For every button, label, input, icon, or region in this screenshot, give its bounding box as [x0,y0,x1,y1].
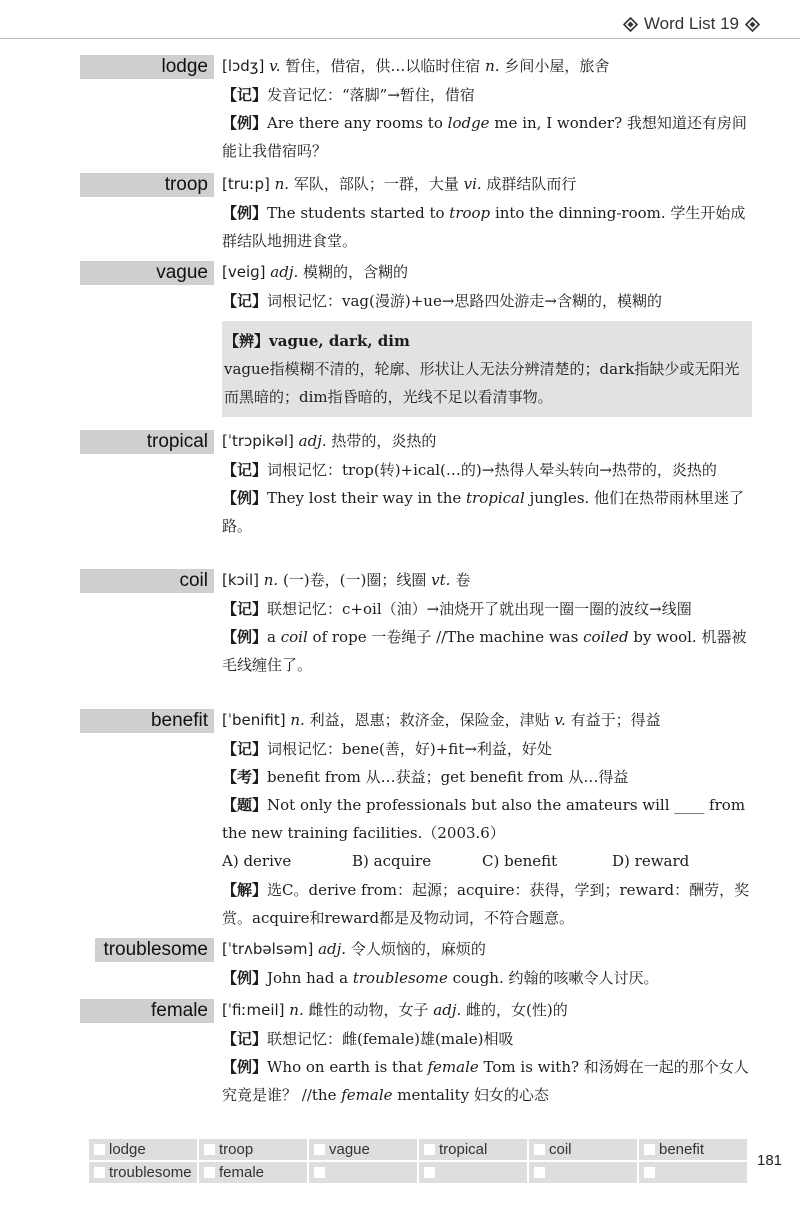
note-text: by wool. 机器被毛线缠住了。 [222,628,747,674]
checkbox[interactable] [534,1144,545,1155]
note-tag: 【例】 [222,204,268,222]
italic-word: coiled [583,628,629,646]
note-text: 词根记忆：vag(漫游)+ue→思路四处游走→含糊的，模糊的 [267,292,662,310]
note-line [222,964,752,992]
italic-word: female [341,1086,393,1104]
note-tag: 【例】 [222,969,268,987]
note-text: benefit from 从…获益；get benefit from 从…得益 [267,768,629,786]
checklist-word: benefit [659,1141,705,1158]
checklist-word: troop [219,1141,254,1158]
italic-word: troop [449,204,491,222]
note-text: a [267,628,281,646]
note-text: Are there any rooms to [267,114,448,132]
definition-line [222,427,752,456]
checklist-cell[interactable] [528,1138,638,1161]
entry-benefit [0,706,800,932]
entry-body [222,170,752,255]
checklist-word: troublesome [109,1164,192,1181]
part-of-speech: v. [554,711,566,729]
headword: benefit [80,709,214,733]
checklist-cell[interactable] [528,1161,638,1184]
note-text: me in, I wonder? 我想知道还有房间能让我借宿吗？ [222,114,747,160]
note-text: The students started to [267,204,450,222]
note-line [222,81,752,109]
distinction-text: vague指模糊不清的，轮廓、形状让人无法分辨清楚的；dark指缺少或无阳光而黑暗的；dim指昏暗的，光线不足以看清事物。 [224,360,740,406]
note-line [222,763,752,791]
checklist-cell[interactable] [198,1138,308,1161]
note-text: into the dinning-room. 学生开始成群结队地拥进食堂。 [222,204,746,250]
entry-troublesome [0,935,800,992]
italic-word: coil [280,628,308,646]
part-of-speech: n. [274,175,290,193]
entry-lodge [0,52,800,165]
definition-line [222,706,752,735]
part-of-speech: adj. [298,432,327,450]
checklist-cell[interactable] [308,1161,418,1184]
part-of-speech: n. [485,57,500,75]
note-text: 联想记忆：c+oil（油）→油烧开了就出现一圈一圈的波纹→线圈 [267,600,692,618]
italic-word: troublesome [352,969,448,987]
part-of-speech: v. [269,57,281,75]
phonetic: [kɔil] [222,571,259,589]
checkbox[interactable] [644,1144,655,1155]
part-of-speech: n. [290,711,305,729]
note-text: Who on earth is that [267,1058,428,1076]
checkbox[interactable] [204,1167,215,1178]
phonetic: [truːp] [222,175,270,193]
note-tag: 【例】 [222,114,268,132]
checkbox[interactable] [204,1144,215,1155]
checkbox[interactable] [644,1167,655,1178]
note-line [222,735,752,763]
note-text: They lost their way in the [267,489,467,507]
italic-word: lodge [447,114,490,132]
italic-word: female [427,1058,479,1076]
header-divider [0,38,800,39]
definition-text: 令人烦恼的，麻烦的 [346,940,486,958]
entry-vague [0,258,800,425]
entry-body [222,258,752,417]
headword: troublesome [95,938,214,962]
part-of-speech: adj. [433,1001,462,1019]
note-text: jungles. 他们在热带雨林里迷了路。 [222,489,745,535]
entry-body [222,996,752,1109]
checklist-cell[interactable] [418,1138,528,1161]
checkbox[interactable] [534,1167,545,1178]
definition-text: (一)卷，(一)圈；线圈 [278,571,432,589]
note-text: John had a [267,969,353,987]
entry-body [222,935,752,992]
definition-line [222,935,752,964]
definition-text: 暂住，借宿，供…以临时住宿 [280,57,486,75]
note-line [222,484,752,540]
note-tag: 【记】 [222,740,268,758]
definition-line [222,52,752,81]
word-list-title: Word List 19 [643,14,739,33]
answer-options [222,847,752,876]
note-text: Not only the professionals but also the amateurs will ____ from the new training facilities.（2003.6） [222,796,746,842]
headword: troop [80,173,214,197]
checklist-cell[interactable] [88,1161,198,1184]
phonetic: [lɔdʒ] [222,57,265,75]
definition-line [222,258,752,287]
definition-text: 军队，部队；一群，大量 [289,175,464,193]
definition-text: 有益于；得益 [565,711,661,729]
headword: lodge [80,55,214,79]
explanation-line [222,876,752,932]
note-tag: 【题】 [222,796,268,814]
note-tag: 【例】 [222,489,268,507]
checkbox[interactable] [424,1144,435,1155]
checklist-cell[interactable] [638,1138,748,1161]
headword: tropical [80,430,214,454]
note-line [222,595,752,623]
note-tag: 【记】 [222,461,268,479]
checklist-word: tropical [439,1141,488,1158]
checklist-cell[interactable] [198,1161,308,1184]
definition-text: 乡间小屋，旅舍 [499,57,610,75]
italic-word: tropical [466,489,525,507]
headword: vague [80,261,214,285]
checklist-word: lodge [109,1141,146,1158]
checkbox[interactable] [424,1167,435,1178]
note-text: of rope 一卷绳子 //The machine was [307,628,584,646]
note-text: 词根记忆：bene(善，好)+fit→利益，好处 [267,740,552,758]
definition-text: 成群结队而行 [481,175,577,193]
note-tag: 【考】 [222,768,268,786]
part-of-speech: n. [289,1001,304,1019]
definition-text: 雌的，女(性)的 [461,1001,568,1019]
checklist-cell[interactable] [88,1138,198,1161]
checklist-cell[interactable] [638,1161,748,1184]
answer-option: A) derive [222,852,292,870]
entry-body [222,427,752,540]
checkbox[interactable] [94,1144,105,1155]
part-of-speech: adj. [318,940,347,958]
part-of-speech: n. [263,571,279,589]
definition-text: 雌性的动物，女子 [303,1001,434,1019]
checkbox[interactable] [314,1167,325,1178]
note-line [222,1025,752,1053]
note-tag: 【例】 [222,628,268,646]
entry-body [222,706,752,932]
definition-line [222,566,752,595]
checklist-word: female [219,1164,265,1181]
checkbox[interactable] [94,1167,105,1178]
page-header [623,10,760,38]
part-of-speech: vi. [463,175,482,193]
answer-option: D) reward [612,852,690,870]
word-checklist [88,1138,750,1184]
note-line [222,199,752,255]
note-text: cough. 约翰的咳嗽令人讨厌。 [447,969,659,987]
diamond-icon [745,17,760,32]
entry-troop [0,170,800,255]
phonetic: [ˈbenifit] [222,711,286,729]
page-number: 181 [757,1152,783,1169]
note-line [222,1053,752,1109]
checklist-cell[interactable] [308,1138,418,1161]
part-of-speech: vt. [431,571,451,589]
checklist-row [88,1161,750,1184]
headword: female [80,999,214,1023]
definition-text: 热带的，炎热的 [326,432,437,450]
headword: coil [80,569,214,593]
note-tag: 【记】 [222,86,268,104]
phonetic: [ˈtrʌbəlsəm] [222,940,314,958]
note-text: Tom is with? 和汤姆在一起的那个女人究竟是谁？ //the [222,1058,749,1104]
note-tag: 【例】 [222,1058,268,1076]
definition-text: 利益，恩惠；救济金，保险金，津贴 [304,711,555,729]
note-tag: 【记】 [222,600,268,618]
note-text: mentality 妇女的心态 [392,1086,549,1104]
checklist-word: coil [549,1141,572,1158]
phonetic: [ˈfiːmeil] [222,1001,285,1019]
note-text: 发音记忆：“落脚”→暂住，借宿 [267,86,475,104]
checkbox[interactable] [314,1144,325,1155]
definition-line [222,170,752,199]
phonetic: [veiɡ] [222,263,266,281]
note-tag: 【记】 [222,1030,268,1048]
definition-line [222,996,752,1025]
note-tag: 【记】 [222,292,268,310]
answer-option: C) benefit [482,852,558,870]
note-line [222,287,752,315]
distinction-title-line [224,327,746,355]
checklist-cell[interactable] [418,1161,528,1184]
note-text: 词根记忆：trop(转)+ical(…的)→热得人晕头转向→热带的，炎热的 [267,461,717,479]
entry-body [222,52,752,165]
note-line [222,623,752,679]
explanation-text: 选C。derive from：起源；acquire：获得，学到；reward：酬劳，奖赏。acquire和reward都是及物动词，不符合题意。 [222,881,750,927]
answer-option: B) acquire [352,852,432,870]
note-text: 联想记忆：雌(female)雄(male)相吸 [267,1030,514,1048]
entry-coil [0,566,800,679]
note-line [222,109,752,165]
distinction-tag: 【辨】 [224,332,270,350]
checklist-word: vague [329,1141,370,1158]
distinction-title: vague, dark, dim [269,332,410,350]
note-line [222,456,752,484]
checklist-row [88,1138,750,1161]
phonetic: [ˈtrɔpikəl] [222,432,294,450]
entry-tropical [0,427,800,540]
definition-text: 卷 [450,571,471,589]
note-line [222,791,752,847]
definition-text: 模糊的，含糊的 [298,263,409,281]
diamond-icon [623,17,638,32]
entry-body [222,566,752,679]
explanation-tag: 【解】 [222,881,268,899]
entry-female [0,996,800,1109]
part-of-speech: adj. [270,263,299,281]
distinction-box [222,321,752,417]
